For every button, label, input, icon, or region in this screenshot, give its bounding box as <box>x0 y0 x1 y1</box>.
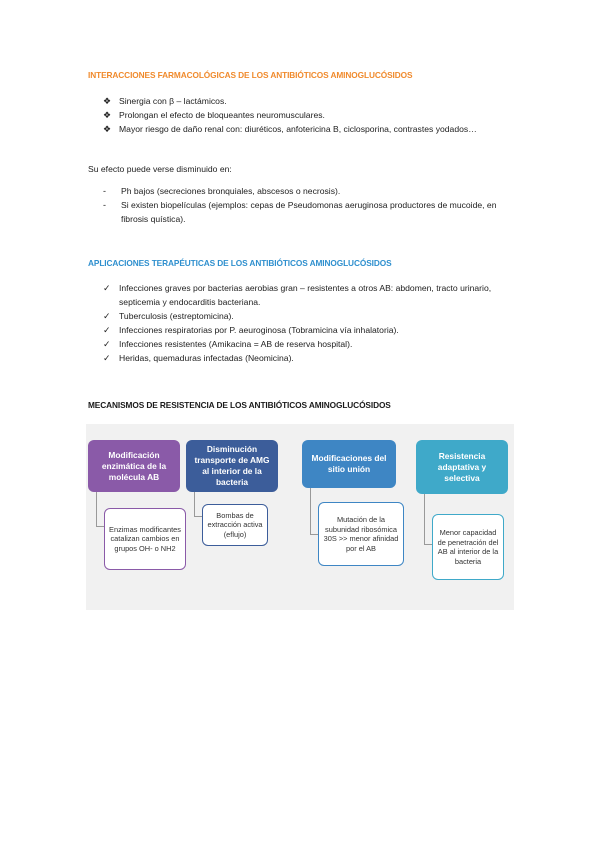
interactions-list <box>103 94 503 136</box>
section-title-mecanismos: MECANISMOS DE RESISTENCIA DE LOS ANTIBIÓTICOS AMINOGLUCÓSIDOS <box>88 400 391 410</box>
section-title-aplicaciones: APLICACIONES TERAPÉUTICAS DE LOS ANTIBIÓTICOS AMINOGLUCÓSIDOS <box>88 258 392 268</box>
list-item: ❖ Prolongan el efecto de bloqueantes neuromusculares. <box>103 110 325 120</box>
resistance-diagram <box>86 424 514 610</box>
diamond-bullet-icon: ❖ <box>103 96 112 106</box>
section-title-interacciones: INTERACCIONES FARMACOLÓGICAS DE LOS ANTIBIÓTICOS AMINOGLUCÓSIDOS <box>88 70 413 80</box>
mechanism-header-binding-site: Modificaciones del sitio unión <box>302 440 396 488</box>
mechanism-detail-adaptive: Menor capacidad de penetración del AB al interior de la bacteria <box>432 514 504 580</box>
list-item: ✓ Tuberculosis (estreptomicina). <box>103 311 234 321</box>
checkmark-icon: ✓ <box>103 325 111 335</box>
diamond-bullet-icon: ❖ <box>103 124 112 134</box>
dash-bullet-icon: - <box>103 200 106 210</box>
list-item: ✓ Infecciones graves por bacterias aerobias gran – resistentes a otros AB: abdomen, tracto urinario, septicemia y endocarditis bacteriana. <box>103 283 492 307</box>
mechanism-detail-enzymatic: Enzimas modificantes catalizan cambios en grupos OH- o NH2 <box>104 508 186 570</box>
applications-list <box>103 281 505 365</box>
checkmark-icon: ✓ <box>103 283 111 293</box>
list-item: - Ph bajos (secreciones bronquiales, abscesos o necrosis). <box>103 186 341 196</box>
mechanism-header-transport: Disminución transporte de AMG al interior de la bacteria <box>186 440 278 492</box>
list-item: ✓ Heridas, quemaduras infectadas (Neomicina). <box>103 353 294 363</box>
list-item: ✓ Infecciones respiratorias por P. aeuroginosa (Tobramicina vía inhalatoria). <box>103 325 399 335</box>
list-item: ❖ Sinergia con β – lactámicos. <box>103 96 227 106</box>
checkmark-icon: ✓ <box>103 339 111 349</box>
mechanism-detail-binding-site: Mutación de la subunidad ribosómica 30S >> menor afinidad por el AB <box>318 502 404 566</box>
list-item: ✓ Infecciones resistentes (Amikacina = AB de reserva hospital). <box>103 339 353 349</box>
reductions-list <box>103 184 508 226</box>
dash-bullet-icon: - <box>103 186 106 196</box>
reduction-intro: Su efecto puede verse disminuido en: <box>88 164 232 174</box>
mechanism-header-enzymatic: Modificación enzimática de la molécula AB <box>88 440 180 492</box>
list-item: ❖ Mayor riesgo de daño renal con: diuréticos, anfotericina B, ciclosporina, contrastes yodados… <box>103 124 477 134</box>
checkmark-icon: ✓ <box>103 353 111 363</box>
diamond-bullet-icon: ❖ <box>103 110 112 120</box>
list-item: - Si existen biopelículas (ejemplos: cepas de Pseudomonas aeruginosa productores de mucoide, en fibrosis quística). <box>103 200 497 224</box>
mechanism-detail-transport: Bombas de extracción activa (eflujo) <box>202 504 268 546</box>
mechanism-header-adaptive: Resistencia adaptativa y selectiva <box>416 440 508 494</box>
checkmark-icon: ✓ <box>103 311 111 321</box>
